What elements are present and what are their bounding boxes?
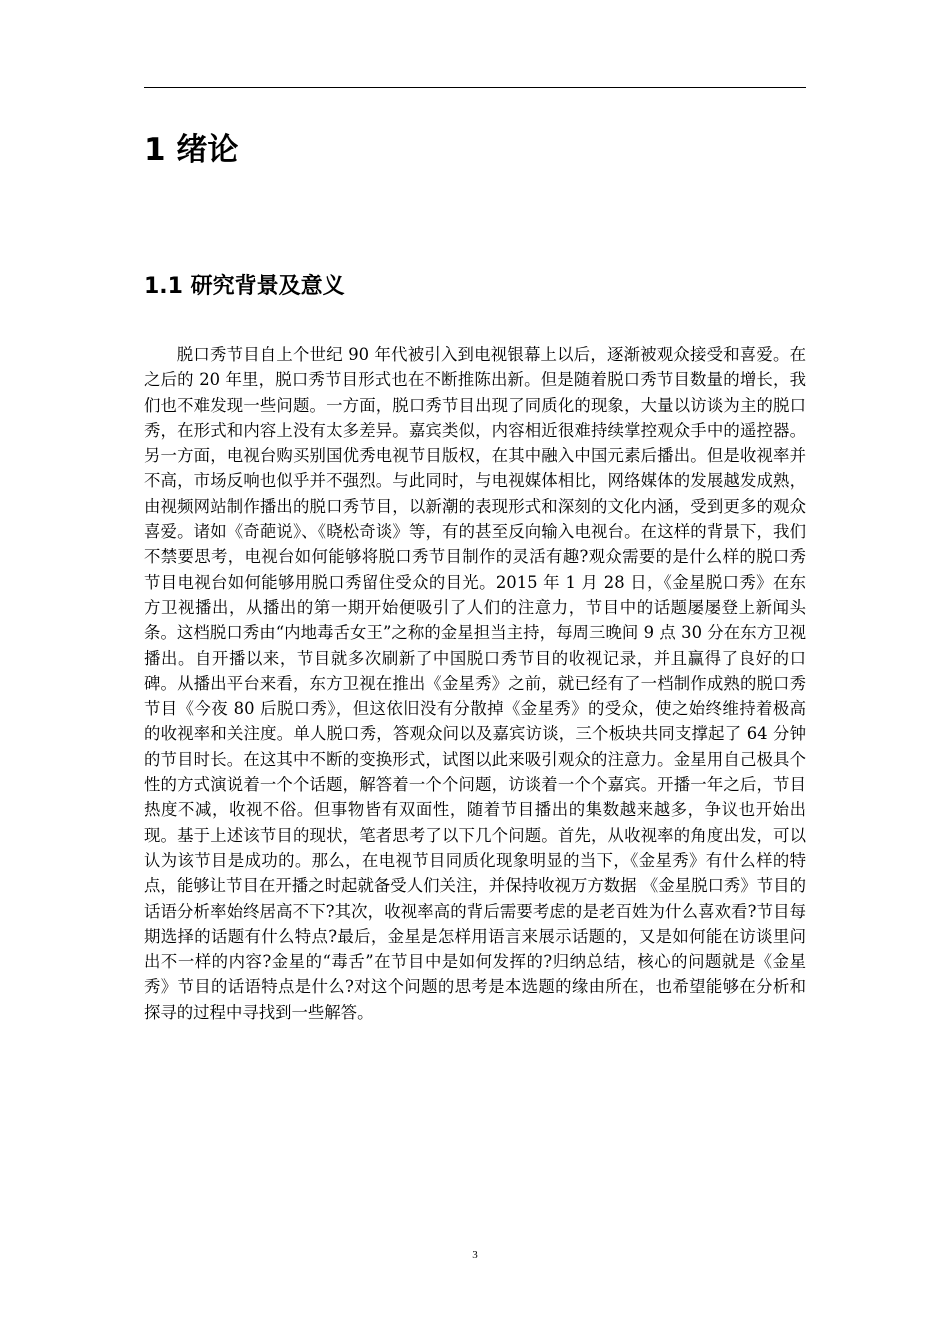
- chapter-title: 1 绪论: [144, 132, 239, 168]
- section-title: 1.1 研究背景及意义: [144, 274, 345, 299]
- header-rule: [144, 87, 806, 88]
- page-number: 3: [472, 1249, 478, 1261]
- body-paragraph: 脱口秀节目自上个世纪 90 年代被引入到电视银幕上以后，逐渐被观众接受和喜爱。在之后的 20 年里，脱口秀节目形式也在不断推陈出新。但是随着脱口秀节目数量的增长，我们也不难发现一些问题。一方面，脱口秀节目出现了同质化的现象，大量以访谈为主的脱口秀，在形式和内容上没有太多差异。嘉宾类似，内容相近很难持续掌控观众手中的遥控器。另一方面，电视台购买别国优秀电视节目版权，在其中融入中国元素后播出。但是收视率并不高，市场反响也似乎并不强烈。与此同时，与电视媒体相比，网络媒体的发展越发成熟，由视频网站制作播出的脱口秀节目，以新潮的表现形式和深刻的文化内涵，受到更多的观众喜爱。诸如《奇葩说》、《晓松奇谈》等，有的甚至反向输入电视台。在这样的背景下，我们不禁要思考，电视台如何能够将脱口秀节目制作的灵活有趣?观众需要的是什么样的脱口秀节目电视台如何能够用脱口秀留住受众的目光。2015 年 1 月 28 日，《金星脱口秀》在东方卫视播出，从播出的第一期开始便吸引了人们的注意力，节目中的话题屡屡登上新闻头条。这档脱口秀由“内地毒舌女王”之称的金星担当主持，每周三晚间 9 点 30 分在东方卫视播出。自开播以来，节目就多次刷新了中国脱口秀节目的收视记录，并且赢得了良好的口碑。从播出平台来看，东方卫视在推出《金星秀》之前，就已经有了一档制作成熟的脱口秀节目《今夜 80 后脱口秀》，但这依旧没有分散掉《金星秀》的受众，使之始终维持着极高的收视率和关注度。单人脱口秀，答观众问以及嘉宾访谈，三个板块共同支撑起了 64 分钟的节目时长。在这其中不断的变换形式，试图以此来吸引观众的注意力。金星用自己极具个性的方式演说着一个个话题，解答着一个个问题，访谈着一个个嘉宾。开播一年之后，节目热度不减，收视不俗。但事物皆有双面性，随着节目播出的集数越来越多，争议也开始出现。基于上述该节目的现状，笔者思考了以下几个问题。首先，从收视率的角度出发，可以认为该节目是成功的。那么，在电视节目同质化现象明显的当下，《金星秀》有什么样的特点，能够让节目在开播之时起就备受人们关注，并保持收视万方数据 《金星脱口秀》节目的话语分析率始终居高不下?其次，收视率高的背后需要考虑的是老百姓为什么喜欢看?节目每期选择的话题有什么特点?最后，金星是怎样用语言来展示话题的，又是如何能在访谈里问出不一样的内容?金星的“毒舌”在节目中是如何发挥的?归纳总结，核心的问题就是《金星秀》节目的话语特点是什么?对这个问题的思考是本选题的缘由所在，也希望能够在分析和探寻的过程中寻找到一些解答。: [144, 345, 806, 1022]
